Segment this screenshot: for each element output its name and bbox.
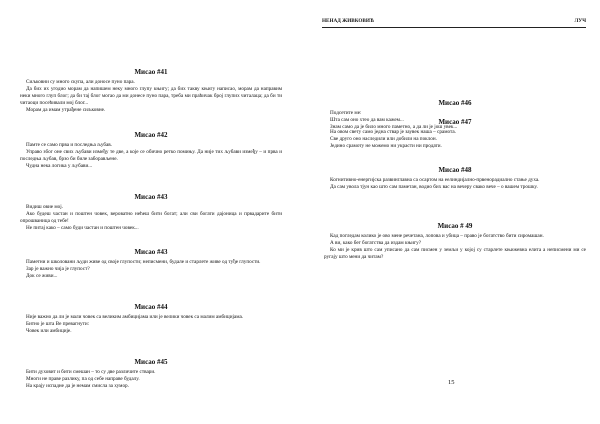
section-title: Мисао #44 [134, 303, 168, 311]
section-title: Мисао # 49 [437, 222, 473, 230]
paragraph: Многи не праве разлику, па од себе направе будалу. [26, 375, 140, 382]
thought-41 [20, 68, 282, 114]
thought-42 [20, 131, 282, 170]
thought-43b [20, 248, 282, 280]
paragraph: Све друго оно наследили или добили на поклон. [330, 135, 437, 142]
paragraph: Подсетите ме: [330, 110, 362, 116]
paragraph: Не питај како – само буди частан и поштен човек... [26, 224, 139, 231]
paragraph: Шта сам оно хтео да вам кажем... [330, 116, 404, 123]
paragraph: Док се живи... [26, 272, 58, 279]
paragraph: Није важно да ли је мали човек са великим амбицијама или је велики човек са малим амбицијама. [26, 314, 244, 320]
section-title: Мисао #41 [134, 68, 168, 76]
paragraph: Чудна нека логика у љубави... [26, 162, 93, 169]
paragraph: Зар је важно чија је глупост? [26, 265, 90, 272]
thought-48 [324, 166, 586, 191]
section-title: Мисао #46 [438, 99, 472, 107]
paragraph: Управо због оне свих љубави између те две, а које се обично ретко помињу. Да није тих љубави између – и прва и последња љубав, брзо би биле заборављене. [20, 148, 282, 162]
paragraph: Морам да имам утрађене сиљковне. [26, 106, 106, 113]
paragraph: Човек или амбиције. [26, 327, 72, 334]
section-title: Мисао #45 [134, 358, 168, 366]
paragraph: Битно је шта Ве превагнути: [26, 320, 90, 327]
thought-43a [20, 193, 282, 232]
header-author: НЕНАД ЖИВКОВИЋ [322, 18, 375, 24]
paragraph: На овом свету само једна ствар је заувек наша – срамота. [330, 129, 456, 135]
thought-45 [20, 358, 282, 390]
paragraph: Кад погледам колико је ово мене речетана, лопова и убица – право је богатство бити сиромашан. [330, 233, 544, 239]
paragraph: Когнитивно-енергијска развинглавна са осартом на еелиндијално-првенорадиално стање духа. [330, 177, 540, 183]
section-title: Мисао #43 [134, 248, 168, 256]
paragraph: Да бих их угодио морам да напишем неку много глупу књигу; да бих такву књигу написао, морам да направим неки много глуп блог; да би тај блог могао да ми донесе пуно пара, треба ми праћичак број глупих читалаца; да би ти читаоци посећивали мој блог... [20, 85, 282, 106]
paragraph: На крају испадне да је немам смисла за хумор. [26, 382, 129, 389]
section-title: Мисао #48 [438, 166, 472, 174]
header-title: ЛУЧ [574, 18, 586, 24]
thought-44 [20, 303, 282, 335]
section-title: Мисао #42 [134, 131, 168, 139]
section-title: Мисао #47 [438, 118, 472, 126]
page-number: 15 [448, 379, 455, 386]
paragraph: Памте се само прва и последња љубав. [26, 142, 113, 148]
thought-47 [324, 118, 586, 150]
paragraph: Бити духовит и бити смешан – то су две различите ствари. [26, 369, 156, 375]
thought-49 [324, 222, 586, 261]
paragraph: Видиш овие мој. [26, 204, 63, 210]
paragraph: Ако будеш частан и поштен човек, вероватно нећеш бити богат; али сви богати дајоница и првадарите бити опрошваница од тебе! [20, 210, 282, 224]
paragraph: Сиљковни су много скупа, али доносе пуно пара. [26, 79, 135, 85]
paragraph: Да сам увола тјун као што сам паметан, водио бих вас на вечеру свако вече – о вашем трошку. [330, 183, 538, 190]
paragraph: А ви, како бег богатства да издам књигу? [330, 239, 422, 246]
paragraph: Знам само да је било много паметно, а да ли је још увек... [330, 123, 458, 130]
section-title: Мисао #43 [134, 193, 168, 201]
paragraph: Једино срамоту не можемо ни украсти ни продати. [330, 142, 442, 149]
running-header [322, 17, 586, 28]
right-page [300, 0, 600, 424]
paragraph: Ко ми је крив што сам уписано да сам писмен у земљи у којој су старлете књижевна елита а неписмени ми се ругају што мени да читам? [324, 246, 586, 260]
paragraph: Паметни и школовани људи живе од своје глупости; неписмени, будале и старлете живе од туђе глупости. [26, 259, 261, 265]
